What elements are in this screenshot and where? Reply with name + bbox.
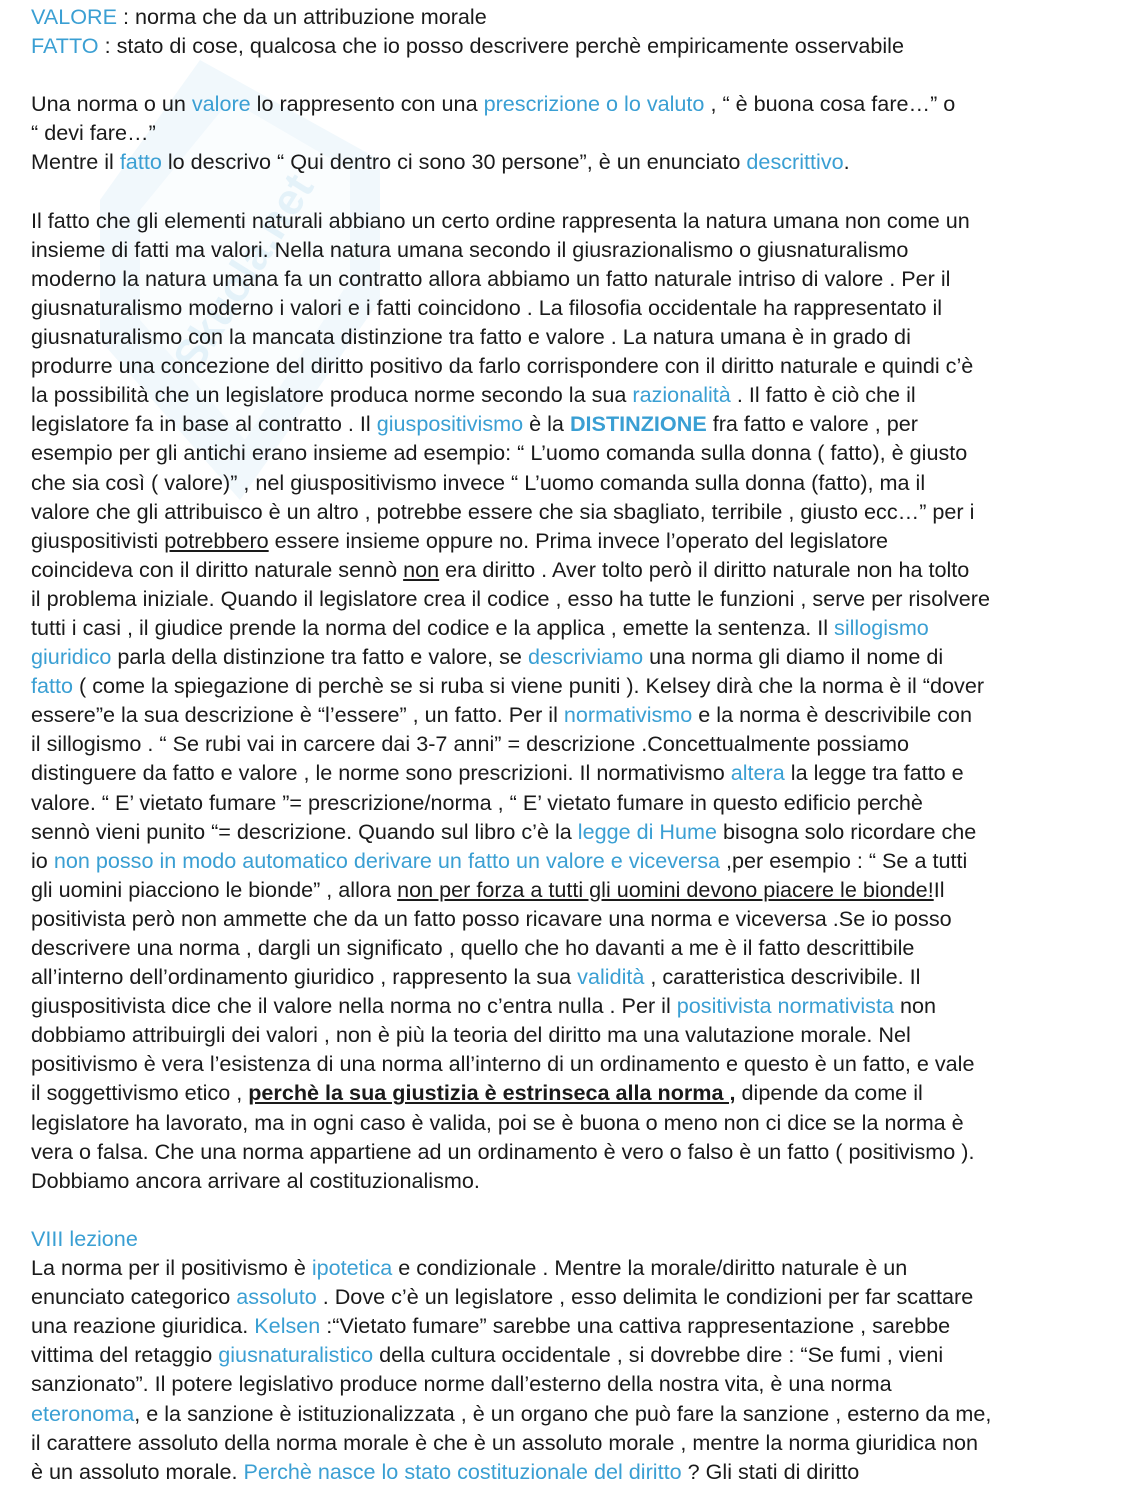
text-run: una norma gli diamo il nome di [643, 644, 944, 670]
highlighted-term: descrittivo [746, 149, 844, 175]
text-run: dobbiamo attribuirgli dei valori , non è più la teoria del diritto ma una valutazione morale. Nel [31, 1022, 911, 1048]
text-run: La norma per il positivismo è [31, 1255, 312, 1281]
highlighted-term: sillogismo [834, 614, 929, 640]
text-line [31, 875, 1126, 904]
text-line [31, 1340, 1126, 1369]
text-line [31, 991, 1126, 1020]
text-line [31, 206, 1126, 235]
text-run: tutti i casi , il giudice prende la norma del codice e la applica , emette la sentenza. Il [31, 614, 835, 640]
highlighted-term: fatto [119, 149, 162, 175]
text-run: ? Gli stati di diritto [681, 1458, 860, 1484]
text-line [31, 1166, 1126, 1195]
highlighted-term: prescrizione o lo valuto [483, 91, 705, 117]
text-line [31, 409, 1126, 438]
text-line [31, 147, 1126, 176]
text-run: legislatore fa in base al contratto . Il [31, 411, 377, 437]
text-line [31, 933, 1126, 962]
text-run: ( come la spiegazione di perchè se si ruba si viene puniti ). Kelsey dirà che la norma è il “dover [73, 673, 985, 699]
highlighted-term: eteronoma [31, 1400, 135, 1426]
text-run: , caratteristica descrivibile. Il [644, 964, 921, 990]
text-run: Dobbiamo ancora arrivare al costituzionalismo. [31, 1167, 480, 1193]
text-line [31, 1399, 1126, 1428]
text-line [31, 1369, 1126, 1398]
text-run: Il fatto che gli elementi naturali abbiano un certo ordine rappresenta la natura umana non come un [31, 207, 970, 233]
text-run: dipende da come il [735, 1080, 923, 1106]
text-line [31, 788, 1126, 817]
text-run: :“Vietato fumare” sarebbe una cattiva rappresentazione , sarebbe [320, 1313, 951, 1339]
text-line [31, 1311, 1126, 1340]
text-line [31, 846, 1126, 875]
text-run: . [843, 149, 850, 175]
text-run: vittima del retaggio [31, 1342, 219, 1368]
text-run: lo descrivo “ Qui dentro ci sono 30 persone”, è un enunciato [161, 149, 747, 175]
text-run: , e la sanzione è istituzionalizzata , è un organo che può fare la sanzione , esterno da me, [134, 1400, 992, 1426]
text-run: giuspositivisti [31, 527, 165, 553]
text-run: non [893, 993, 936, 1019]
text-run: all’interno dell’ordinamento giuridico , rappresento la sua [31, 964, 578, 990]
highlighted-term: ipotetica [311, 1255, 393, 1281]
text-run: , “ è buona cosa fare…” o [704, 91, 956, 117]
text-line [31, 89, 1126, 118]
text-line [31, 380, 1126, 409]
highlighted-term: non posso in modo automatico derivare un fatto un valore e viceversa [53, 847, 721, 873]
text-run: il problema iniziale. Quando il legislatore crea il codice , esso ha tutte le funzioni , serve per risolvere [31, 585, 991, 611]
text-line [31, 555, 1126, 584]
text-line [31, 497, 1126, 526]
text-line [31, 322, 1126, 351]
text-run: parla della distinzione tra fatto e valore, se [111, 644, 528, 670]
text-line [31, 1253, 1126, 1282]
text-line [31, 1457, 1126, 1486]
text-run: era diritto . Aver tolto però il diritto naturale non ha tolto [439, 556, 970, 582]
text-run: distinguere da fatto e valore , le norme sono prescrizioni. Il normativismo [31, 760, 731, 786]
text-line [31, 2, 1126, 31]
text-line [31, 1049, 1126, 1078]
text-line [31, 1020, 1126, 1049]
text-line [31, 700, 1126, 729]
text-run: lo rappresento con una [250, 91, 484, 117]
text-line [31, 1108, 1126, 1137]
highlighted-term: valore [191, 91, 251, 117]
highlighted-term: validità [577, 964, 645, 990]
highlighted-term: fatto [31, 673, 74, 699]
paragraph-definitions [31, 2, 1126, 60]
highlighted-term: non per forza a tutti gli uomini devono piacere le bionde! [397, 876, 934, 902]
text-run: giusnaturalismo moderno i valori e i fatti coincidono . La filosofia occidentale ha rappresentato il [31, 294, 943, 320]
highlighted-term: razionalità [632, 382, 731, 408]
paragraph-gap [31, 177, 1126, 206]
text-line [31, 613, 1126, 642]
highlighted-term: giuspositivismo [376, 411, 524, 437]
text-run: esempio per gli antichi erano insieme ad esempio: “ L’uomo comanda sulla donna ( fatto), è giusto [31, 440, 968, 466]
highlighted-term: Kelsen [254, 1313, 321, 1339]
text-run: essere”e la sua descrizione è “l’essere” , un fatto. Per il [31, 702, 564, 728]
text-run: essere insieme oppure no. Prima invece l’operato del legislatore [268, 527, 889, 553]
highlighted-term: perchè la sua giustizia è estrinseca alla norma , [248, 1080, 736, 1106]
highlighted-term: DISTINZIONE [569, 411, 707, 437]
text-run: produrre una concezione del diritto positivo da farlo corrispondere con il diritto naturale e quindi c’è [31, 353, 974, 379]
text-line [31, 468, 1126, 497]
highlighted-term: descriviamo [527, 644, 644, 670]
highlighted-term: non [403, 556, 440, 582]
text-line [31, 584, 1126, 613]
text-run: sanzionato”. Il potere legislativo produce norme dall’esterno della nostra vita, è una norma [31, 1371, 892, 1397]
text-run: io [31, 847, 54, 873]
text-line [31, 1137, 1126, 1166]
text-line [31, 351, 1126, 380]
text-run: e condizionale . Mentre la morale/diritto naturale è un [392, 1255, 908, 1281]
text-run: la legge tra fatto e [784, 760, 964, 786]
text-line [31, 1282, 1126, 1311]
highlighted-term: VIII lezione [31, 1225, 138, 1251]
text-run: della cultura occidentale , si dovrebbe dire : “Se fumi , vieni [373, 1342, 944, 1368]
text-run: : norma che da un attribuzione morale [117, 4, 487, 29]
text-run: vera o falsa. Che una norma appartiene ad un ordinamento è vero o falso è un fatto ( positivismo ). [31, 1138, 975, 1164]
highlighted-term: Perchè nasce lo stato costituzionale del diritto [243, 1458, 682, 1484]
text-run: che sia così ( valore)” , nel giuspositivismo invece “ L’uomo comanda sulla donna (fatto), ma il [31, 469, 926, 495]
text-run: coincideva con il diritto naturale sennò [31, 556, 404, 582]
text-run: insieme di fatti ma valori. Nella natura umana secondo il giusrazionalismo o giusnaturalismo [31, 236, 909, 262]
text-line [31, 904, 1126, 933]
text-run: è un assoluto morale. [31, 1458, 244, 1484]
paragraph-norma-valore [31, 89, 1126, 176]
text-run: ,per esempio : “ Se a tutti [720, 847, 968, 873]
text-run: valore. “ E’ vietato fumare ”= prescrizione/norma , “ E’ vietato fumare in questo edificio perchè [31, 789, 923, 815]
text-line [31, 1224, 1126, 1253]
text-run: moderno la natura umana fa un contratto allora abbiamo un fatto naturale intriso di valore . Per il [31, 265, 951, 291]
text-run: “ devi fare…” [31, 120, 156, 146]
highlighted-term: FATTO [31, 33, 99, 59]
highlighted-term: potrebbero [164, 527, 269, 553]
text-run: il carattere assoluto della norma morale è che è un assoluto morale , mentre la norma giuridica non [31, 1429, 979, 1455]
text-run: valore che gli attribuisco è un altro , potrebbe essere che sia sbagliato, terribile , giusto ecc…” per i [31, 498, 975, 524]
highlighted-term: giuridico [31, 644, 112, 670]
text-run: bisogna solo ricordare che [717, 818, 977, 844]
text-line [31, 729, 1126, 758]
text-run: gli uomini piacciono le bionde” , allora [31, 876, 398, 902]
text-line [31, 1078, 1126, 1107]
text-run: positivista però non ammette che da un fatto posso ricavare una norma e viceversa .Se io posso [31, 905, 952, 931]
text-run: la possibilità che un legislatore produca norme secondo la sua [31, 382, 633, 408]
text-run: enunciato categorico [31, 1284, 237, 1310]
highlighted-term: positivista normativista [676, 993, 894, 1019]
text-run: giuspositivista dice che il valore nella norma no c’entra nulla . Per il [31, 993, 677, 1019]
text-line [31, 118, 1126, 147]
text-run: legislatore ha lavorato, ma in ogni caso è valida, poi se è buona o meno non ci dice se la norma è [31, 1109, 964, 1135]
text-run: : stato di cose, qualcosa che io posso descrivere perchè empiricamente osservabile [98, 33, 904, 59]
text-run: fra fatto e valore , per [706, 411, 918, 437]
text-run: giusnaturalismo con la mancata distinzione tra fatto e valore . La natura umana è in grado di [31, 324, 911, 350]
paragraph-viii-lezione [31, 1224, 1126, 1486]
highlighted-term: normativismo [563, 702, 693, 728]
text-run: Il [933, 876, 945, 902]
highlighted-term: giusnaturalistico [218, 1342, 374, 1368]
text-line [31, 264, 1126, 293]
text-run: una reazione giuridica. [31, 1313, 255, 1339]
text-run: è la [523, 411, 570, 437]
text-run: sennò vieni punito “= descrizione. Quando sul libro c’è la [31, 818, 578, 844]
text-run: . Dove c’è un legislatore , esso delimita le condizioni per far scattare [316, 1284, 974, 1310]
text-line [31, 642, 1126, 671]
text-run: . Il fatto è ciò che il [730, 382, 916, 408]
text-run: il sillogismo . “ Se rubi vai in carcere dai 3-7 anni” = descrizione .Concettualmente possiamo [31, 731, 909, 757]
text-run: e la norma è descrivibile con [692, 702, 972, 728]
text-line [31, 962, 1126, 991]
text-run: Una norma o un [31, 91, 192, 117]
text-line [31, 438, 1126, 467]
text-run: il soggettivismo etico , [31, 1080, 249, 1106]
document-page [31, 2, 1126, 1486]
paragraph-gap [31, 60, 1126, 89]
text-line [31, 758, 1126, 787]
highlighted-term: assoluto [236, 1284, 317, 1310]
text-line [31, 526, 1126, 555]
text-line [31, 817, 1126, 846]
text-line [31, 671, 1126, 700]
highlighted-term: altera [730, 760, 785, 786]
highlighted-term: VALORE [31, 4, 118, 29]
text-run: descrivere una norma , dargli un significato , quello che ho davanti a me è il fatto descrittibile [31, 935, 915, 960]
paragraph-gap [31, 1195, 1126, 1224]
highlighted-term: legge di Hume [577, 818, 718, 844]
text-line [31, 1428, 1126, 1457]
text-line [31, 235, 1126, 264]
paragraph-giuspositivismo [31, 206, 1126, 1195]
text-line [31, 293, 1126, 322]
text-run: positivismo è vera l’esistenza di una norma all’interno di un ordinamento e questo è un fatto, e vale [31, 1051, 975, 1077]
text-line [31, 31, 1126, 60]
watermark-text: Skuola.net [163, 165, 324, 381]
text-run: Mentre il [31, 149, 120, 175]
